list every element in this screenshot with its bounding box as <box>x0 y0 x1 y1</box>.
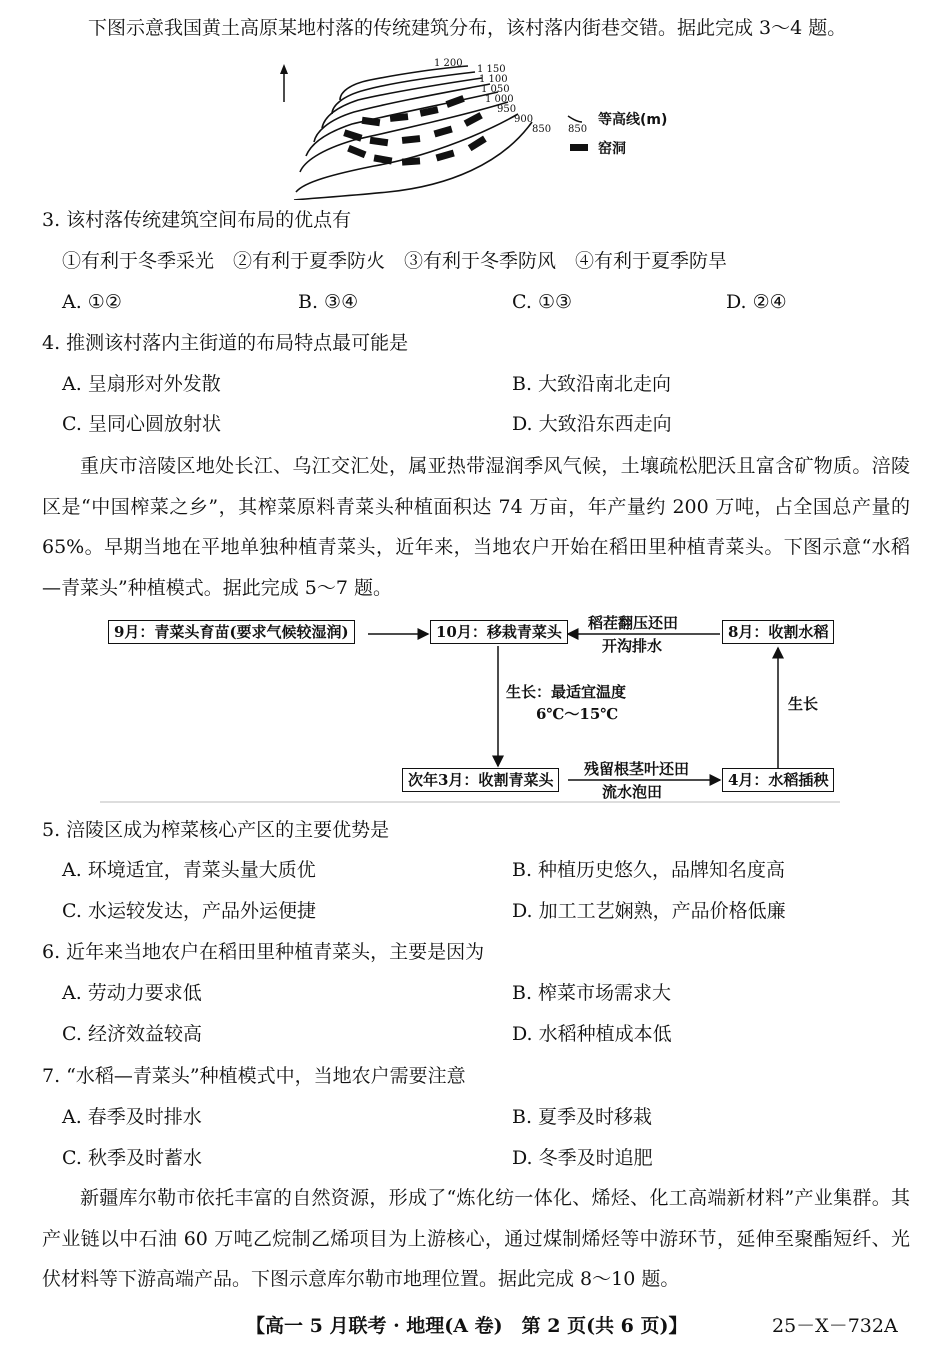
label-stubble: 稻茬翻压还田 <box>588 614 679 632</box>
q6-option-b: B. 榨菜市场需求大 <box>512 982 672 1004</box>
north-arrow <box>280 64 288 102</box>
legend-contour-label: 等高线(m) <box>598 112 668 128</box>
q5-stem: 5. 涪陵区成为榨菜核心产区的主要优势是 <box>42 819 390 841</box>
stage-august: 8月：收割水稻 <box>722 620 834 644</box>
contour-label: 950 <box>497 104 517 115</box>
contour-label: 1 050 <box>481 84 510 95</box>
q4-option-d: D. 大致沿东西走向 <box>512 413 672 435</box>
q3-stem: 3. 该村落传统建筑空间布局的优点有 <box>42 209 352 231</box>
label-growth: 生长 <box>788 695 819 713</box>
q4-option-a: A. 呈扇形对外发散 <box>62 373 221 395</box>
exam-code: 25－X－732A <box>772 1315 898 1337</box>
q6-option-c: C. 经济效益较高 <box>62 1023 202 1045</box>
q7-option-b: B. 夏季及时移栽 <box>512 1106 653 1128</box>
q5-option-c: C. 水运较发达，产品外运便捷 <box>62 900 316 922</box>
village-contour-figure <box>270 52 690 200</box>
q3-option-d: D. ②④ <box>726 291 787 313</box>
contour-label: 1 150 <box>477 64 506 75</box>
label-growth-temp: 生长：最适宜温度 <box>506 683 627 701</box>
q3-items: ①有利于冬季采光 ②有利于夏季防火 ③有利于冬季防风 ④有利于夏季防旱 <box>62 250 728 272</box>
label-flood: 流水泡田 <box>602 783 663 801</box>
legend-cave-label: 窑洞 <box>598 141 626 157</box>
q7-option-a: A. 春季及时排水 <box>62 1106 202 1128</box>
passage-q8-10: 新疆库尔勒市依托丰富的自然资源，形成了“炼化纺一体化、烯烃、化工高端新材料”产业集群。其产业链以中石油 60 万吨乙烷制乙烯项目为上游核心，通过煤制烯烃等中游环节，延伸至聚酯短纤、光伏材料等下游高端产品。下图示意库尔勒市地理位置。据此完成 8～10 题。 <box>42 1187 910 1290</box>
intro-q3-4: 下图示意我国黄土高原某地村落的传统建筑分布，该村落内街巷交错。据此完成 3～4 题。 <box>88 17 847 39</box>
contour-label: 1 000 <box>485 94 514 105</box>
q4-option-b: B. 大致沿南北走向 <box>512 373 672 395</box>
label-residue: 残留根茎叶还田 <box>584 760 690 778</box>
q4-stem: 4. 推测该村落内主街道的布局特点最可能是 <box>42 332 409 354</box>
stage-april: 4月：水稻插秧 <box>722 768 834 792</box>
legend-contour-value: 850 <box>568 124 588 135</box>
label-drainage: 开沟排水 <box>602 637 663 655</box>
q3-option-c: C. ①③ <box>512 291 573 313</box>
contour-label: 1 200 <box>434 58 463 69</box>
q4-option-c: C. 呈同心圆放射状 <box>62 413 221 435</box>
stage-september: 9月：青菜头育苗(要求气候较湿润) <box>108 620 355 644</box>
q7-stem: 7. “水稻—青菜头”种植模式中，当地农户需要注意 <box>42 1065 466 1087</box>
q5-option-b: B. 种植历史悠久，品牌知名度高 <box>512 859 786 881</box>
q5-option-d: D. 加工工艺娴熟，产品价格低廉 <box>512 900 786 922</box>
legend-cave-symbol <box>570 144 588 151</box>
page-footer: 【高一 5 月联考 · 地理(A 卷) 第 2 页(共 6 页)】 <box>246 1315 688 1337</box>
q6-option-d: D. 水稻种植成本低 <box>512 1023 672 1045</box>
planting-cycle-figure <box>100 612 845 804</box>
q5-option-a: A. 环境适宜，青菜头量大质优 <box>62 859 316 881</box>
q3-option-a: A. ①② <box>62 291 122 313</box>
q3-option-b: B. ③④ <box>298 291 359 313</box>
q6-option-a: A. 劳动力要求低 <box>62 982 202 1004</box>
contour-label: 1 100 <box>479 74 508 85</box>
legend <box>568 111 667 157</box>
contour-label: 850 <box>532 124 552 135</box>
passage-q5-7: 重庆市涪陵区地处长江、乌江交汇处，属亚热带湿润季风气候，土壤疏松肥沃且富含矿物质。涪陵区是“中国榨菜之乡”，其榨菜原料青菜头种植面积达 74 万亩，年产量约 200 万吨，占全国总产量的 65%。早期当地在平地单独种植青菜头，近年来，当地农户开始在稻田里种植青菜头。下图示意“水稻—青菜头”种植模式。据此完成 5～7 题。 <box>42 455 910 599</box>
label-temp-range: 6℃～15℃ <box>536 705 619 723</box>
stage-march: 次年3月：收割青菜头 <box>402 768 559 792</box>
contour-map <box>270 52 690 200</box>
q6-stem: 6. 近年来当地农户在稻田里种植青菜头，主要是因为 <box>42 941 485 963</box>
cave-dwellings <box>343 95 487 166</box>
q7-option-d: D. 冬季及时追肥 <box>512 1147 653 1169</box>
contour-label: 900 <box>514 114 534 125</box>
legend-contour-symbol <box>568 116 582 122</box>
contour-labels <box>434 58 551 135</box>
stage-october: 10月：移栽青菜头 <box>430 620 568 644</box>
q7-option-c: C. 秋季及时蓄水 <box>62 1147 202 1169</box>
